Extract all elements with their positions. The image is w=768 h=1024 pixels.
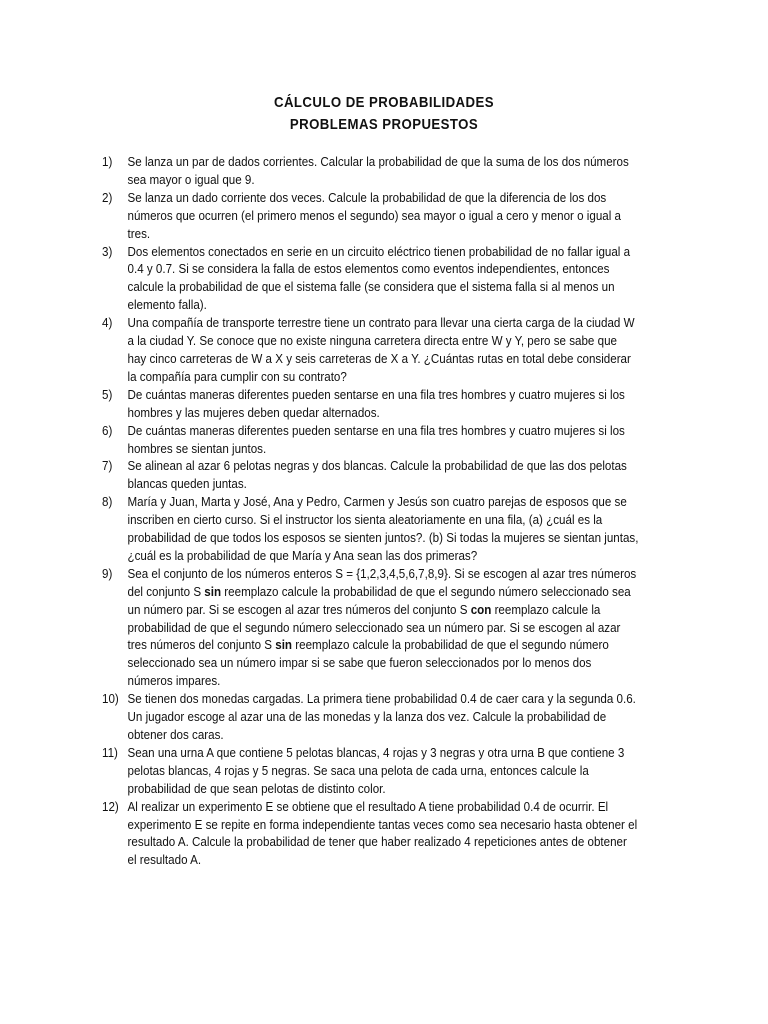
problem-text	[128, 189, 639, 243]
document-subtitle: PROBLEMAS PROPUESTOS	[289, 116, 479, 133]
problem-number: 11)	[102, 744, 118, 760]
problem-item	[102, 798, 639, 870]
problem-text	[128, 565, 639, 690]
problem-item	[102, 386, 639, 422]
problem-item	[102, 493, 639, 565]
problem-item	[102, 422, 639, 458]
problem-text	[128, 153, 639, 189]
problem-item	[102, 457, 639, 493]
problem-text	[128, 422, 639, 458]
problem-text-emphasis: con	[470, 601, 492, 617]
problem-text-emphasis: sin	[275, 637, 293, 653]
problem-text	[128, 690, 639, 744]
problem-text	[128, 457, 639, 493]
problem-number: 5)	[102, 386, 113, 402]
problem-text-segment: Sean una urna A que contiene 5 pelotas blancas, 4 rojas y 3 negras y otra urna B que contiene 3 pelotas blancas, 4 rojas y 5 negras. Se saca una pelota de cada urna, entonces calcule la probabilidad de que sean pelotas de distinto color.	[127, 744, 625, 796]
document-title: CÁLCULO DE PROBABILIDADES	[273, 94, 494, 111]
problem-number: 4)	[102, 315, 113, 331]
problem-list	[102, 153, 639, 869]
problem-item	[102, 189, 639, 243]
problem-text-segment: Se alinean al azar 6 pelotas negras y dos blancas. Calcule la probabilidad de que las dos pelotas blancas queden juntas.	[127, 458, 627, 492]
problem-text-segment: Se lanza un par de dados corrientes. Calcular la probabilidad de que la suma de los dos números sea mayor o igual que 9.	[127, 154, 629, 187]
problem-item	[102, 690, 639, 744]
problem-text	[128, 314, 639, 386]
problem-number: 1)	[102, 154, 113, 169]
problem-text-segment: De cuántas maneras diferentes pueden sentarse en una fila tres hombres y cuatro mujeres si los hombres se sientan juntos.	[127, 422, 625, 456]
problem-number: 10)	[102, 691, 119, 707]
problem-number: 9)	[102, 565, 113, 581]
problem-text-emphasis: sin	[204, 583, 222, 599]
problem-text-segment: Una compañía de transporte terrestre tiene un contrato para llevar una cierta carga de la ciudad W a la ciudad Y. Se conoce que no existe ninguna carretera directa entre W y Y, pero se sabe que hay cinco carreteras de W a X y seis carreteras de X a Y. ¿Cuántas rutas en total debe considerar la compañía para cumplir con su contrato?	[127, 315, 635, 384]
problem-text-segment: reemplazo calcule la probabilidad de que el segundo número seleccionado sea un número par. Si se escogen al azar tres números del conjunto S	[127, 583, 631, 617]
problem-item	[102, 243, 639, 315]
problem-text-segment: Sea el conjunto de los números enteros S = {1,2,3,4,5,6,7,8,9}. Si se escogen al azar tres números del conjunto S	[127, 565, 637, 599]
problem-item	[102, 153, 639, 189]
problem-number: 3)	[102, 243, 113, 259]
problem-text-segment: reemplazo calcule la probabilidad de que el segundo número seleccionado sea un número impar si se sabe que fueron seleccionados por lo menos dos números impares.	[127, 637, 609, 689]
problem-text	[128, 798, 639, 870]
problem-text-segment: Se tienen dos monedas cargadas. La primera tiene probabilidad 0.4 de caer cara y la segunda 0.6. Un jugador escoge al azar una de las monedas y la lanza dos vez. Calcule la probabilidad de obtener dos caras.	[127, 691, 636, 742]
problem-text-segment: Se lanza un dado corriente dos veces. Calcule la probabilidad de que la diferencia de los dos números que ocurren (el primero menos el segundo) sea mayor o igual a cero y menor o igual a tres.	[127, 189, 621, 241]
problem-number: 2)	[102, 189, 113, 205]
problem-text	[128, 386, 639, 422]
problem-number: 6)	[102, 422, 113, 438]
problem-text	[128, 493, 639, 565]
problem-item	[102, 314, 639, 386]
problem-item	[102, 565, 639, 690]
problem-text	[128, 243, 639, 315]
problem-text-segment: María y Juan, Marta y José, Ana y Pedro, Carmen y Jesús son cuatro parejas de esposos que se inscriben en cierto curso. Si el instructor los sienta aleatoriamente en una fila, (a) ¿cuál es la probabilidad de que todos los esposos se sienten juntos?. (b) Si todas la mujeres se sientan juntas, ¿cuál es la probabilidad de que María y Ana sean las dos primeras?	[127, 494, 639, 563]
problem-item	[102, 744, 639, 798]
problem-number: 8)	[102, 494, 113, 510]
problem-text-segment: De cuántas maneras diferentes pueden sentarse en una fila tres hombres y cuatro mujeres si los hombres y las mujeres deben quedar alternados.	[127, 386, 625, 420]
problem-text-segment: reemplazo calcule la probabilidad de que el segundo número seleccionado sea un número par. Si se escogen al azar tres números del conjunto S	[127, 601, 621, 653]
problem-text-segment: Al realizar un experimento E se obtiene que el resultado A tiene probabilidad 0.4 de ocurrir. El experimento E se repite en forma independiente tantas veces como sea necesario hasta obtener el resultado A. Calcule la probabilidad de tener que haber realizado 4 repeticiones antes de obtener el resultado A.	[127, 798, 638, 868]
problem-text-segment: Dos elementos conectados en serie en un circuito eléctrico tienen probabilidad de no fallar igual a 0.4 y 0.7. Si se considera la falla de estos elementos como eventos independientes, entonces calcule la probabilidad de que el sistema falle (se considera que el sistema falla si al menos un elemento falla).	[127, 243, 631, 313]
problem-text	[128, 744, 639, 798]
problem-number: 7)	[102, 458, 113, 474]
problem-number: 12)	[102, 798, 119, 814]
